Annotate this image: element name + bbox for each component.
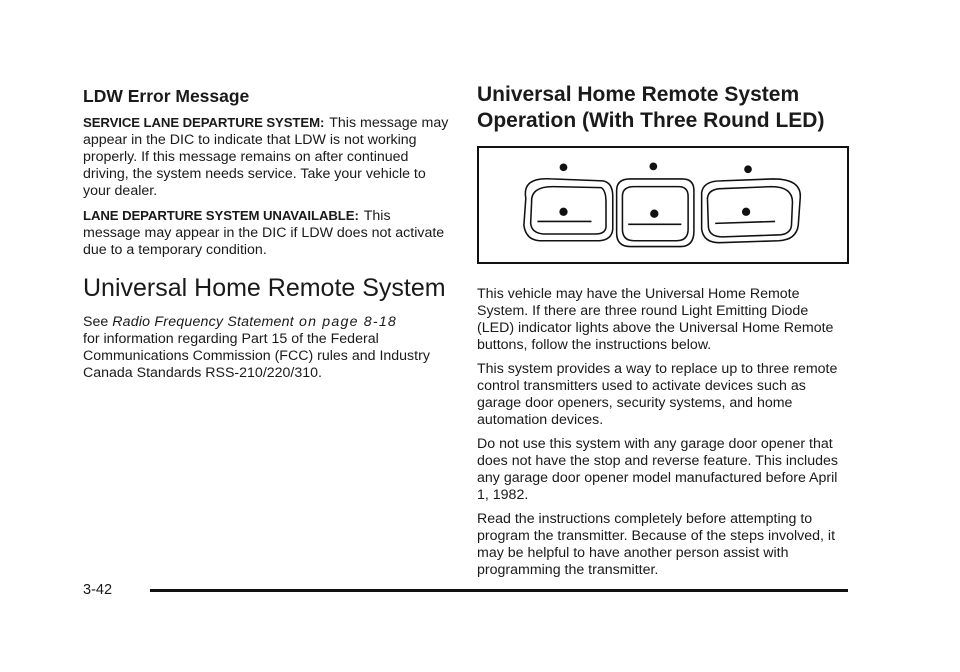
service-ldw-text: This message may appear in the DIC to indicate that LDW is not working properly. If this message remains on after continued driving, the system needs service. Take your vehicle to your dealer. <box>83 115 449 199</box>
button-3-icon <box>702 179 801 243</box>
see-reference-rest: for information regarding Part 15 of the Federal Communications Commission (FCC) rules and Industry Canada Standards RSS-210/220/310. <box>83 331 430 381</box>
uhr-paragraph-4: Read the instructions completely before attempting to program the transmitter. Because of the steps involved, it may be helpful to have another person assist with programming the transmitter. <box>477 511 836 578</box>
led-2-icon <box>649 162 657 170</box>
left-column <box>83 80 451 382</box>
uhr-operation-heading: Universal Home Remote System Operation (With Three Round LED) <box>477 83 825 132</box>
uhr-paragraph-3: Do not use this system with any garage door opener that does not have the stop and reverse feature. This includes any garage door opener model manufactured before April 1, 1982. <box>477 436 838 503</box>
button-1-icon <box>524 179 613 241</box>
ldw-unavailable-text: This message may appear in the DIC if LDW does not activate due to a temporary condition. <box>83 208 445 258</box>
uhr-paragraph-1: This vehicle may have the Universal Home Remote System. If there are three round Light Emitting Diode (LED) indicator lights above the Universal Home Remote buttons, follow the instructions below. <box>477 286 834 353</box>
service-ldw-paragraph <box>83 114 451 200</box>
uhr-heading: Universal Home Remote System <box>83 274 446 302</box>
led-1-icon <box>560 163 568 171</box>
ldw-unavailable-paragraph <box>83 207 451 259</box>
three-buttons-illustration <box>479 148 847 262</box>
footer-rule <box>150 589 848 592</box>
see-reference-title: Radio Frequency Statement <box>112 314 294 330</box>
see-reference-page: on page 8-18 <box>293 314 398 330</box>
button-2-icon <box>617 179 694 247</box>
ldw-error-heading: LDW Error Message <box>83 86 250 106</box>
see-reference-paragraph <box>83 314 451 382</box>
uhr-buttons-figure <box>477 146 849 264</box>
right-column <box>477 80 849 579</box>
service-ldw-lead: SERVICE LANE DEPARTURE SYSTEM: <box>83 115 325 130</box>
led-3-icon <box>744 165 752 173</box>
see-prefix: See <box>83 314 113 330</box>
page-number: 3-42 <box>83 582 113 598</box>
uhr-paragraph-2: This system provides a way to replace up to three remote control transmitters used to activate devices such as garage door openers, security systems, and home automation devices. <box>477 361 838 428</box>
ldw-unavailable-lead: LANE DEPARTURE SYSTEM UNAVAILABLE: <box>83 208 359 223</box>
